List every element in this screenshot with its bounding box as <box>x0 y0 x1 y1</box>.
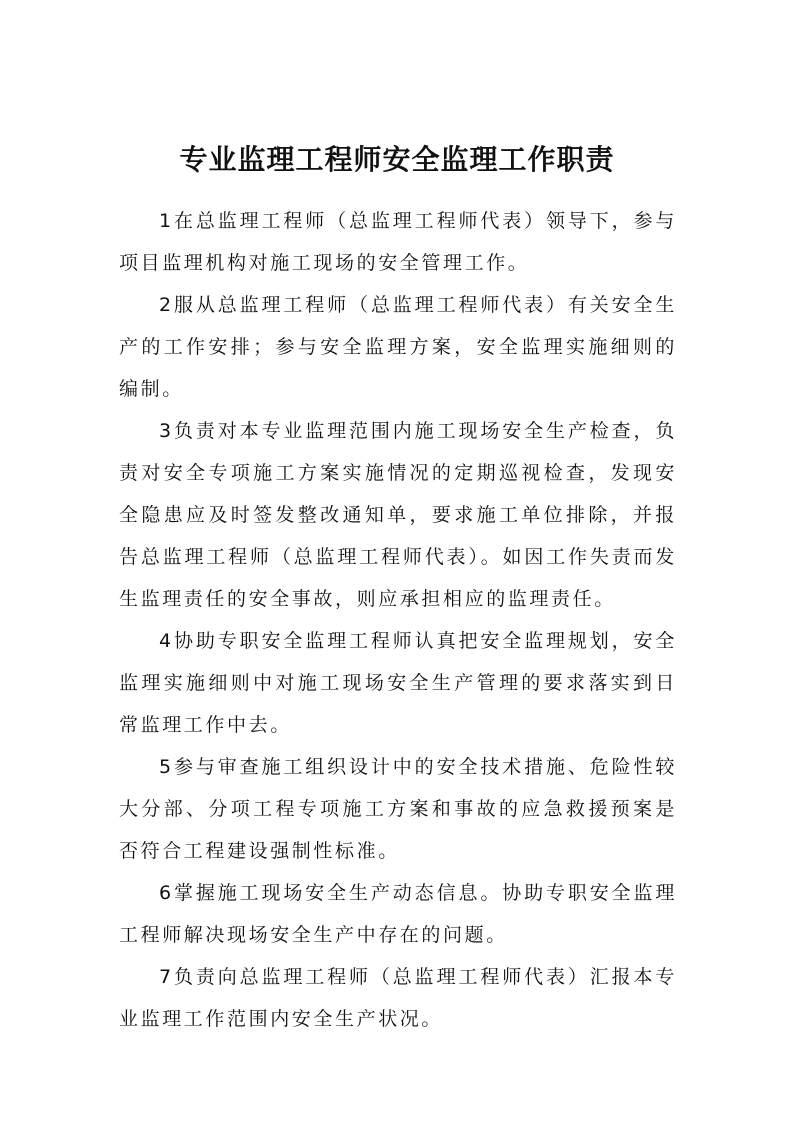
duty-paragraph-3: 3负责对本专业监理范围内施工现场安全生产检查，负责对安全专项施工方案实施情况的定期巡视检查，发现安全隐患应及时签发整改通知单，要求施工单位排除，并报告总监理工程师（总监理工程师代表）。如因工作失责而发生监理责任的安全事故，则应承担相应的监理责任。 <box>119 420 677 610</box>
duty-paragraph-7: 7负责向总监理工程师（总监理工程师代表）汇报本专业监理工作范围内安全生产状况。 <box>119 966 677 1030</box>
document-title: 专业监理工程师安全监理工作职责 <box>179 143 615 176</box>
duty-paragraph-2: 2服从总监理工程师（总监理工程师代表）有关安全生产的工作安排；参与安全监理方案，安全监理实施细则的编制。 <box>119 294 677 400</box>
duty-paragraph-6: 6掌握施工现场安全生产动态信息。协助专职安全监理工程师解决现场安全生产中存在的问题。 <box>119 882 677 946</box>
duty-paragraph-1: 1在总监理工程师（总监理工程师代表）领导下，参与项目监理机构对施工现场的安全管理工作。 <box>119 210 677 274</box>
document-body <box>119 200 677 1040</box>
duty-paragraph-4: 4协助专职安全监理工程师认真把安全监理规划，安全监理实施细则中对施工现场安全生产管理的要求落实到日常监理工作中去。 <box>119 630 677 736</box>
duty-paragraph-5: 5参与审查施工组织设计中的安全技术措施、危险性较大分部、分项工程专项施工方案和事故的应急救援预案是否符合工程建设强制性标准。 <box>119 756 677 862</box>
